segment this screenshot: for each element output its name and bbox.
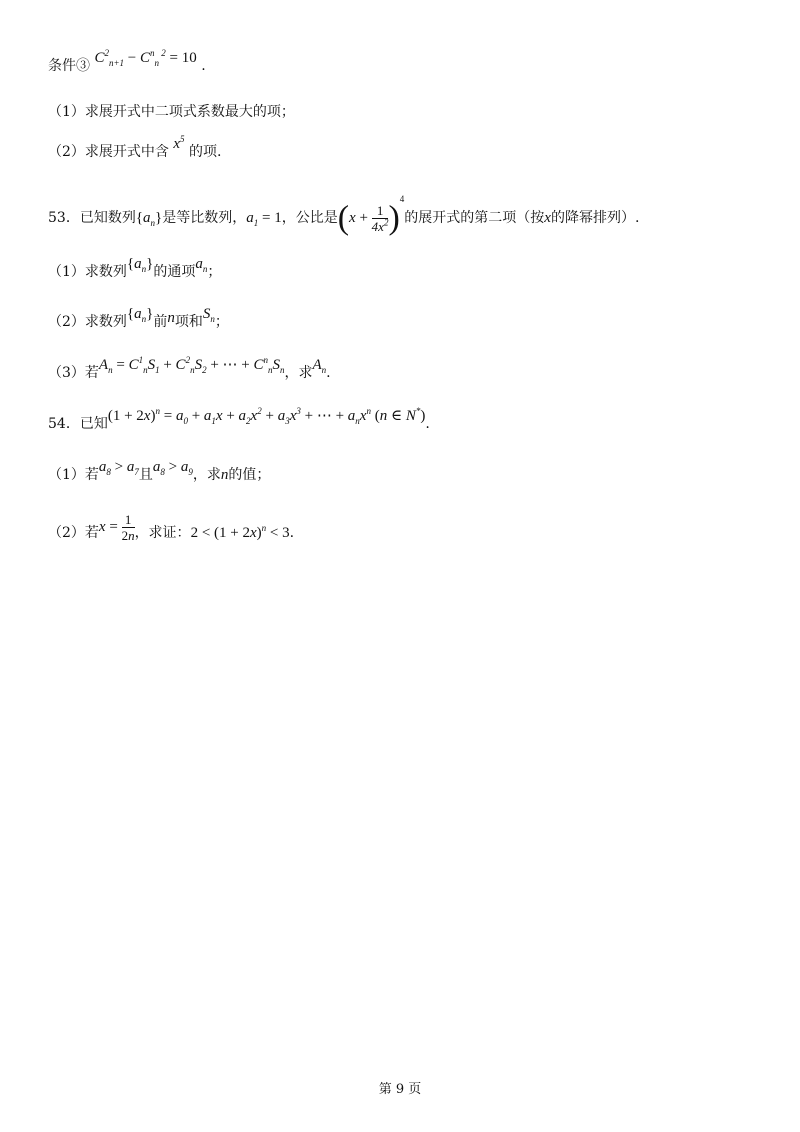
question-2: （2）求展开式中含 $x^5$ 的项. bbox=[48, 134, 222, 160]
condition-formula: $C^2_{n+1} - C^n_n$ $^2$ = 10 bbox=[94, 48, 197, 68]
problem-53-part-3: （3）若$A_n = C^1_nS_1 + C^2_nS_2$ + ⋯ + $C^n_nS_n$，求$A_n$. bbox=[48, 355, 331, 381]
problem-54-stem: 54．已知$(1 + 2x)^n = a_0 + a_1x + a_2x^2 + a_3x^3$ + ⋯ + $a_nx^n$ (n ∈ N*). bbox=[48, 406, 430, 432]
x5-term: $x^5$ bbox=[173, 134, 185, 152]
sequence-an: $\{a_n\}$ bbox=[135, 209, 163, 228]
An-formula: $A_n = C^1_nS_1 + C^2_nS_2$ + ⋯ + $C^n_nS_n$ bbox=[98, 355, 285, 375]
var-x: x bbox=[544, 209, 551, 226]
problem-53-part-2: （2）求数列$\{a_n\}$前n项和$S_n$； bbox=[48, 306, 229, 330]
expansion-formula: $(1 + 2x)^n = a_0 + a_1x + a_2x^2 + a_3x^3$ + ⋯ + $a_nx^n$ (n ∈ N*) bbox=[107, 406, 426, 426]
condition-3-line: 条件③ $C^2_{n+1} - C^n_n$ $^2$ = 10 . bbox=[48, 48, 206, 74]
problem-53-part-1: （1）求数列$\{a_n\}$的通项$a_n$； bbox=[48, 256, 222, 280]
problem-54-part-2: （2）若x = $\frac{1}{2n}$ ，求证：$2 < (1 + 2x)^n < 3$. bbox=[48, 512, 295, 543]
condition-label: 条件③ bbox=[48, 58, 90, 74]
inequality: $2 < (1 + 2x)^n < 3$ bbox=[190, 522, 290, 541]
binomial-expression: (x + $\frac{1}{4x^2}$ )$^4$ bbox=[337, 193, 405, 237]
question-1: （1）求展开式中二项式系数最大的项； bbox=[48, 104, 295, 120]
problem-53-stem: 53．已知数列$\{a_n\}$是等比数列，$a_1 = 1$，公比是(x + $\frac{1}{4x^2}$ )$^4$的展开式的第二项（按x的降幂排列）. bbox=[48, 193, 640, 237]
page-footer: 第 9 页 bbox=[378, 1082, 422, 1097]
a1-equals-1: $a_1 = 1$ bbox=[246, 209, 282, 228]
problem-54-part-1: （1）若$a_8 > a_7$且$a_8 > a_9$，求n的值； bbox=[48, 459, 271, 483]
